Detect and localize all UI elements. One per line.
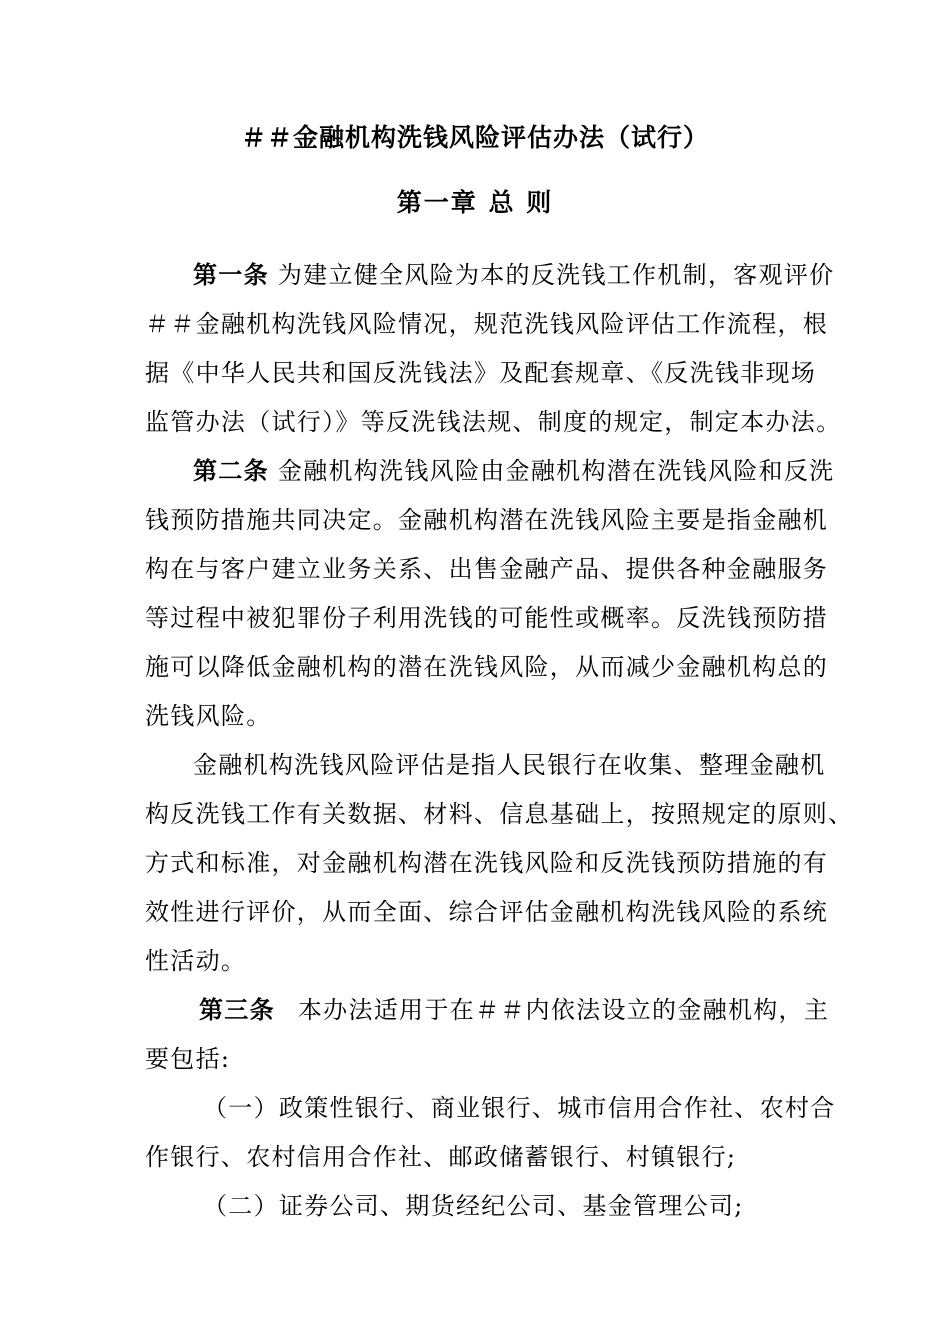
article2-text: 金融机构洗钱风险由金融机构潜在洗钱风险和反洗 [277, 457, 835, 485]
article2-para2-line-3: 方式和标准，对金融机构潜在洗钱风险和反洗钱预防措施的有 [145, 849, 829, 877]
article3-label: 第三条 [199, 995, 275, 1024]
article1-line-2: ＃＃金融机构洗钱风险情况，规范洗钱风险评估工作流程，根 [145, 310, 829, 338]
article2-line-3: 构在与客户建立业务关系、出售金融产品、提供各种金融服务 [145, 555, 829, 583]
article2-line-6: 洗钱风险。 [145, 702, 272, 730]
article3-item-2: （二）证券公司、期货经纪公司、基金管理公司; [203, 1192, 744, 1220]
article1-line-1 [193, 259, 835, 291]
article2-para2-line-2: 构反洗钱工作有关数据、材料、信息基础上，按照规定的原则、 [145, 800, 854, 828]
article3-item-1: （一）政策性银行、商业银行、城市信用合作社、农村合 [203, 1094, 836, 1122]
article2-line-1 [193, 455, 835, 487]
article1-line-4: 监管办法（试行）》等反洗钱法规、制度的规定，制定本办法。 [145, 408, 842, 436]
article2-label: 第二条 [193, 456, 269, 485]
article2-para2-line-1: 金融机构洗钱风险评估是指人民银行在收集、整理金融机 [193, 751, 826, 779]
article2-para2-line-5: 性活动。 [145, 947, 247, 975]
article3-line-2: 要包括: [145, 1045, 231, 1073]
article3-line-1 [199, 994, 829, 1026]
article1-text: 为建立健全风险为本的反洗钱工作机制，客观评价 [277, 261, 835, 289]
chapter-heading: 第一章 总 则 [396, 188, 554, 217]
article3-text: 本办法适用于在＃＃内依法设立的金融机构，主 [297, 996, 830, 1024]
article2-line-2: 钱预防措施共同决定。金融机构潜在洗钱风险主要是指金融机 [145, 506, 829, 534]
article3-item-1-cont: 作银行、农村信用合作社、邮政储蓄银行、村镇银行; [145, 1143, 737, 1171]
article1-label: 第一条 [193, 260, 269, 289]
article2-para2-line-4: 效性进行评价，从而全面、综合评估金融机构洗钱风险的系统 [145, 898, 829, 926]
article2-line-5: 施可以降低金融机构的潜在洗钱风险，从而减少金融机构总的 [145, 653, 829, 681]
article1-line-3: 据《中华人民共和国反洗钱法》及配套规章、《反洗钱非现场 [145, 359, 817, 387]
document-title: ＃＃金融机构洗钱风险评估办法（试行） [240, 123, 709, 152]
article2-line-4: 等过程中被犯罪份子利用洗钱的可能性或概率。反洗钱预防措 [145, 604, 829, 632]
